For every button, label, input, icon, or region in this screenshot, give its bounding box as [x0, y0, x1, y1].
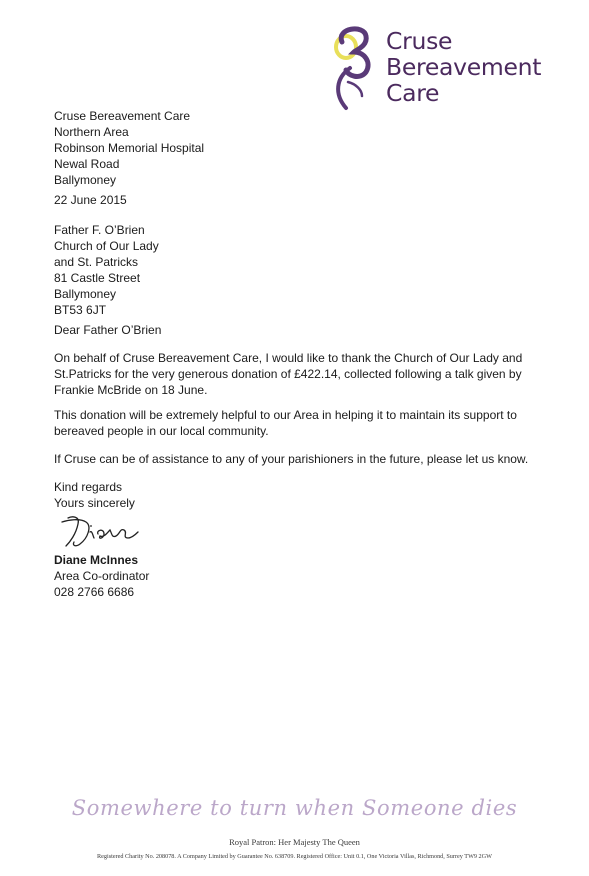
paragraph-line: Frankie McBride on 18 June.: [54, 383, 208, 397]
recipient-line: BT53 6JT: [54, 303, 107, 317]
date-text: 22 June 2015: [54, 193, 127, 207]
paragraph-line: This donation will be extremely helpful to our Area in helping it to maintain its support to: [54, 408, 517, 422]
footer-registration: Registered Charity No. 208078. A Company Limited by Guarantee No. 638709. Registered Office: Unit 0.1, One Victoria Villas, Richmond, Surrey TW9 2GW: [97, 853, 492, 860]
paragraph-line: St.Patricks for the very generous donation of £422.14, collected following a talk given by: [54, 367, 522, 381]
salutation: [54, 322, 161, 338]
cruse-logo: [326, 22, 566, 114]
signatory-title: Area Co-ordinator: [54, 569, 150, 583]
body-paragraph-1: [54, 350, 574, 398]
logo-line-2: Bereavement: [386, 53, 542, 81]
handwritten-signature: [58, 510, 158, 554]
recipient-line: Ballymoney: [54, 287, 117, 301]
recipient-line: 81 Castle Street: [54, 271, 141, 285]
logo-text: [386, 28, 541, 106]
salutation-text: Dear Father O’Brien: [54, 323, 162, 337]
sender-line: Ballymoney: [54, 173, 117, 187]
closing: [54, 479, 135, 511]
recipient-address: [54, 222, 159, 318]
body-paragraph-2: [54, 407, 574, 439]
signatory-phone: 028 2766 6686: [54, 585, 135, 599]
footer-patron: Royal Patron: Her Majesty The Queen: [229, 837, 360, 847]
closing-line: Kind regards: [54, 480, 123, 494]
paragraph-line: If Cruse can be of assistance to any of your parishioners in the future, please let us know.: [54, 452, 529, 466]
signoff: [54, 552, 149, 600]
closing-line: Yours sincerely: [54, 496, 135, 510]
sender-line: Northern Area: [54, 125, 129, 139]
cruse-flower-logo-icon: [326, 22, 388, 112]
body-paragraph-3: [54, 451, 584, 467]
recipient-line: and St. Patricks: [54, 255, 139, 269]
recipient-line: Church of Our Lady: [54, 239, 159, 253]
sender-address: [54, 108, 204, 188]
signatory-name: Diane McInnes: [54, 553, 139, 567]
paragraph-line: On behalf of Cruse Bereavement Care, I would like to thank the Church of Our Lady and: [54, 351, 523, 365]
sender-line: Newal Road: [54, 157, 120, 171]
recipient-line: Father F. O’Brien: [54, 223, 145, 237]
logo-line-3: Care: [386, 79, 440, 107]
sender-line: Cruse Bereavement Care: [54, 109, 191, 123]
logo-line-1: Cruse: [386, 27, 453, 55]
letter-date: [54, 192, 127, 208]
footer-tagline: Somewhere to turn when Someone dies: [71, 796, 518, 820]
paragraph-line: bereaved people in our local community.: [54, 424, 269, 438]
sender-line: Robinson Memorial Hospital: [54, 141, 205, 155]
